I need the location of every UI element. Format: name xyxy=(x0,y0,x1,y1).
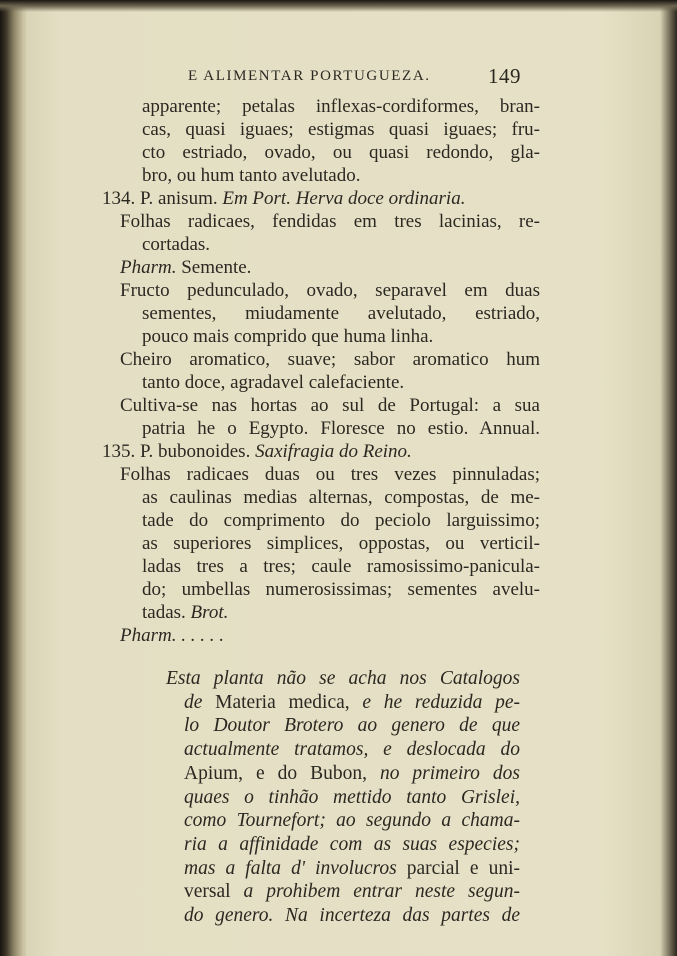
page-number: 149 xyxy=(488,64,521,88)
text-line: bro, ou hum tanto avelutado. xyxy=(142,165,361,186)
text-line: ladas tres a tres; caule ramosissimo-panicula- xyxy=(142,556,540,577)
text-line: cortadas. xyxy=(142,234,211,255)
note-line: quaes o tinhão mettido tanto Grislei, xyxy=(184,786,520,808)
note-line: do genero. Na incerteza das partes de xyxy=(184,905,520,926)
text-line: Pharm. Semente. xyxy=(120,257,252,278)
common-name: Em Port. Herva doce ordinaria. xyxy=(222,188,466,209)
note-line: versal a prohibem entrar neste segun- xyxy=(184,881,521,903)
species-number: 134. xyxy=(102,188,136,209)
species-name: P. anisum. xyxy=(140,188,218,209)
note-line: actualmente tratamos, e deslocada do xyxy=(184,739,520,761)
running-header xyxy=(26,66,668,90)
species-name: P. bubonoides. xyxy=(140,441,251,462)
text-line: Cheiro aromatico, suave; sabor aromatico hum xyxy=(120,349,540,370)
note-line: lo Doutor Brotero ao genero de que xyxy=(184,715,520,737)
note-line: mas a falta d' involucros parcial e uni- xyxy=(184,857,520,879)
page xyxy=(26,8,668,956)
text-line: tanto doce, agradavel calefaciente. xyxy=(142,372,405,393)
text-line: as caulinas medias alternas, compostas, de me- xyxy=(142,487,540,508)
text-line: Fructo pedunculado, ovado, separavel em duas xyxy=(120,280,540,301)
text-line: tade do comprimento do peciolo larguissimo; xyxy=(142,510,540,531)
note-line: Apium, e do Bubon, no primeiro dos xyxy=(184,762,520,784)
text-line: Pharm. . . . . . xyxy=(120,625,224,646)
text-line: pouco mais comprido que huma linha. xyxy=(142,326,434,347)
text-line: Cultiva-se nas hortas ao sul de Portugal: a sua xyxy=(120,395,540,416)
author-abbrev: Brot. xyxy=(190,602,229,623)
note-line: como Tournefort; ao segundo a chama- xyxy=(184,810,520,832)
species-heading xyxy=(102,441,540,463)
text-line: as superiores simplices, oppostas, ou verticil- xyxy=(142,533,540,554)
species-heading xyxy=(102,188,540,210)
text-line: Folhas radicaes duas ou tres vezes pinnuladas; xyxy=(120,464,540,485)
text-line: patria he o Egypto. Floresce no estio. Annual. xyxy=(142,418,540,439)
text-line: do; umbellas numerosissimas; sementes avelu- xyxy=(142,579,540,600)
text-line: cto estriado, ovado, ou quasi redondo, gla- xyxy=(142,142,540,163)
note-line: Esta planta não se acha nos Catalogos xyxy=(166,668,520,689)
species-number: 135. xyxy=(102,441,136,462)
text-line: apparente; petalas inflexas-cordiformes, bran- xyxy=(142,96,540,117)
text-line: Folhas radicaes, fendidas em tres lacinias, re- xyxy=(120,211,540,232)
running-title: E ALIMENTAR PORTUGUEZA. xyxy=(188,68,431,84)
text-line: cas, quasi iguaes; estigmas quasi iguaes; fru- xyxy=(142,119,540,140)
text-line: tadas. Brot. xyxy=(142,602,229,623)
note-line: ria a affinidade com as suas especies; xyxy=(184,833,520,855)
book-gutter xyxy=(0,0,26,956)
common-name: Saxifragia do Reino. xyxy=(255,441,412,462)
text-line: sementes, miudamente avelutado, estriado, xyxy=(142,303,540,324)
note-line: de Materia medica, e he reduzida pe- xyxy=(184,691,521,713)
